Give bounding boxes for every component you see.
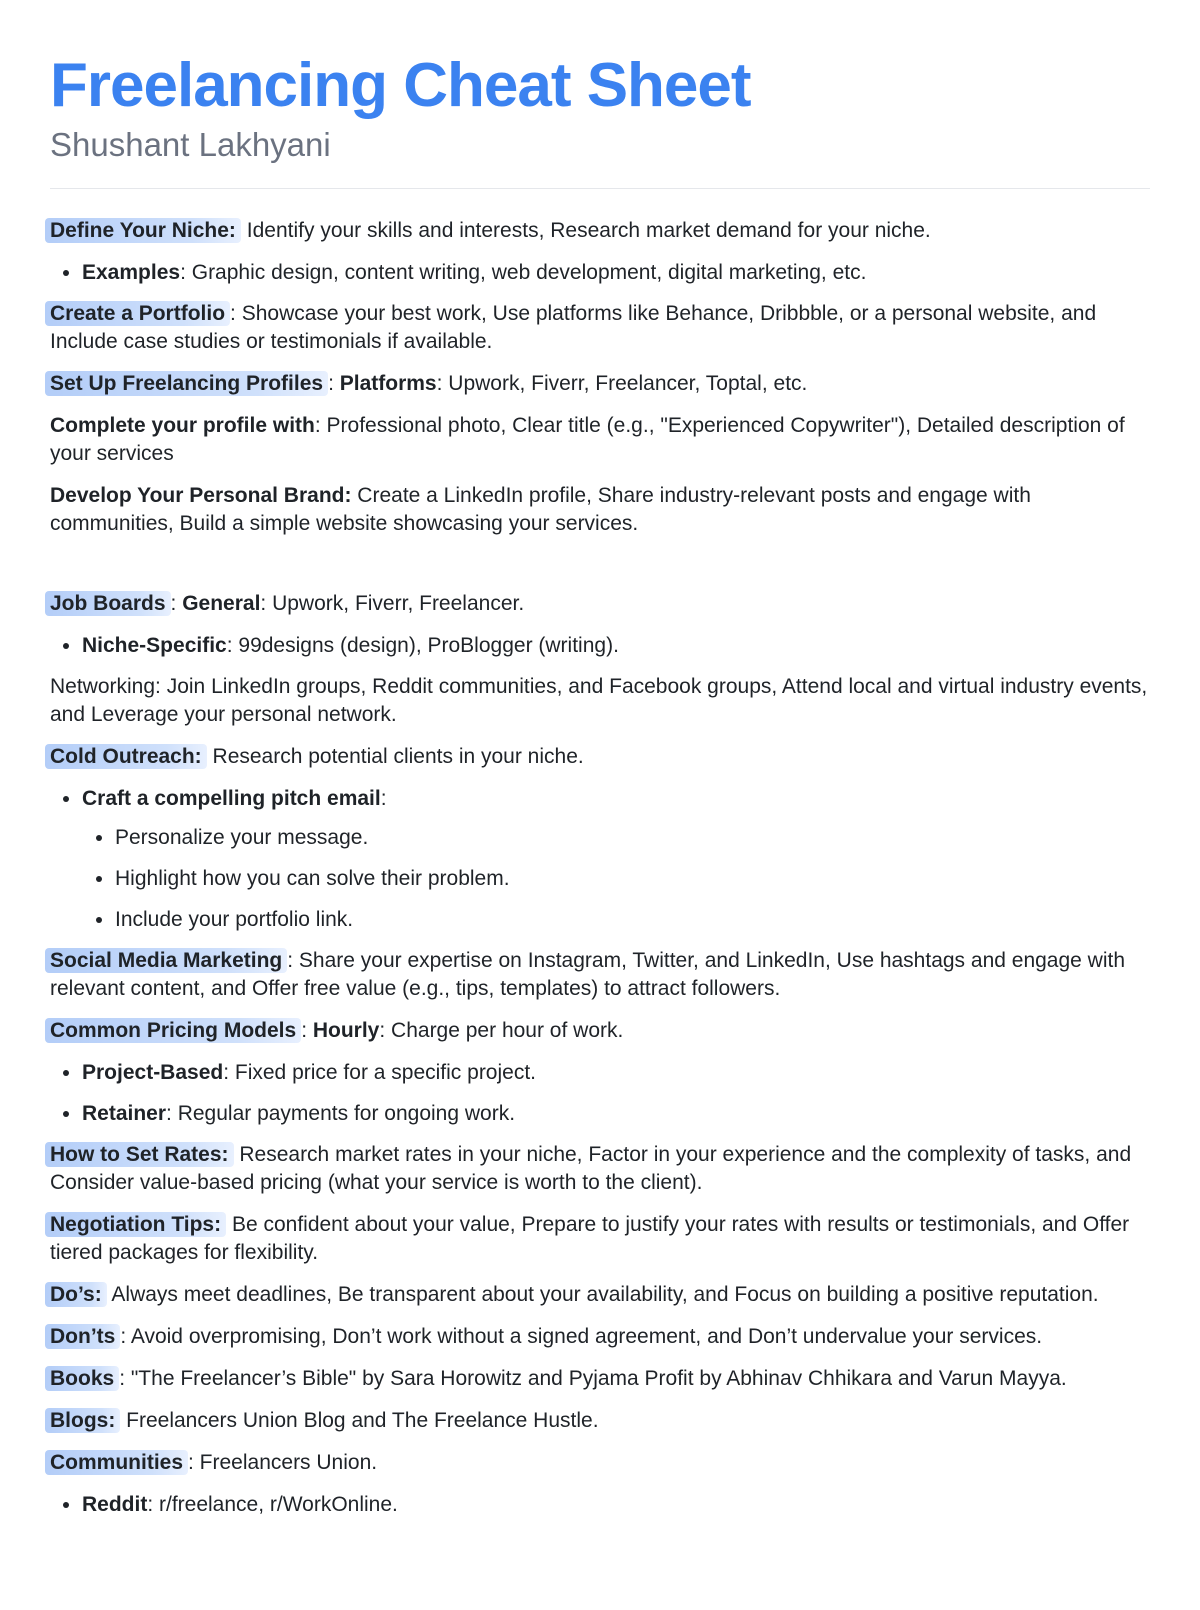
- pitch-label: Craft a compelling pitch email: [82, 787, 381, 810]
- profiles-heading: Set Up Freelancing Profiles: [45, 371, 328, 396]
- books-heading: Books: [45, 1366, 119, 1391]
- rates-heading: How to Set Rates:: [45, 1142, 234, 1167]
- platforms-label: Platforms: [339, 372, 437, 395]
- outreach-heading: Cold Outreach:: [45, 744, 207, 769]
- donts-heading: Don’ts: [45, 1324, 120, 1349]
- list-item: • Highlight how you can solve their problem.: [115, 865, 1150, 893]
- blogs-heading: Blogs:: [45, 1408, 120, 1433]
- dos-paragraph: Do’s: Always meet deadlines, Be transparent about your availability, and Focus on building a positive reputation.: [50, 1281, 1150, 1309]
- section-spacer: [50, 552, 1150, 590]
- hourly-label: Hourly: [312, 1019, 380, 1042]
- examples-label: Examples: [82, 261, 181, 284]
- pricing-list: [50, 1059, 1150, 1128]
- niche-list: [50, 259, 1150, 287]
- project-based-label: Project-Based: [82, 1061, 224, 1084]
- communities-paragraph: Communities : Freelancers Union.: [50, 1449, 1150, 1477]
- books-paragraph: Books : "The Freelancer’s Bible" by Sara Horowitz and Pyjama Profit by Abhinav Chhikara and Varun Mayya.: [50, 1365, 1150, 1393]
- communities-heading: Communities: [45, 1450, 188, 1475]
- communities-list: [50, 1491, 1150, 1519]
- negotiation-paragraph: Negotiation Tips: Be confident about your value, Prepare to justify your rates with results or testimonials, and Offer tiered packages for flexibility.: [50, 1211, 1150, 1267]
- social-paragraph: Social Media Marketing : Share your expertise on Instagram, Twitter, and LinkedIn, Use hashtags and engage with relevant content, and Offer free value (e.g., tips, templates) to attract followers.: [50, 947, 1150, 1003]
- list-item: • Include your portfolio link.: [115, 906, 1150, 934]
- job-boards-paragraph: Job Boards : General: Upwork, Fiverr, Freelancer.: [50, 590, 1150, 618]
- reddit-label: Reddit: [82, 1493, 148, 1516]
- profiles-paragraph: Set Up Freelancing Profiles : Platforms: Upwork, Fiverr, Freelancer, Toptal, etc.: [50, 370, 1150, 398]
- outreach-list: [50, 785, 1150, 934]
- cheat-sheet-content: [50, 217, 1150, 1519]
- pitch-tips-list: [82, 824, 1150, 934]
- list-item: • Project-Based: Fixed price for a specific project.: [82, 1059, 1150, 1087]
- pricing-heading: Common Pricing Models: [45, 1018, 301, 1043]
- complete-profile-paragraph: Complete your profile with: Professional photo, Clear title (e.g., "Experienced Copywriter"), Detailed description of your services: [50, 414, 1125, 465]
- list-item: • Examples: Graphic design, content writing, web development, digital marketing, etc.: [82, 259, 1150, 287]
- header-divider: [50, 188, 1150, 189]
- niche-paragraph: [50, 217, 1150, 245]
- brand-paragraph: Develop Your Personal Brand: Create a LinkedIn profile, Share industry-relevant posts and engage with communities, Build a simple website showcasing your services.: [50, 484, 1031, 535]
- negotiation-heading: Negotiation Tips:: [45, 1212, 226, 1237]
- list-item: • Craft a compelling pitch email: • Personalize your message. • Highlight how you can solve their problem. • Include your portfolio link.: [82, 785, 1150, 934]
- portfolio-heading: Create a Portfolio: [45, 301, 230, 326]
- page-title: Freelancing Cheat Sheet: [50, 51, 751, 120]
- list-item: • Niche-Specific: 99designs (design), ProBlogger (writing).: [82, 632, 1150, 660]
- list-item: • Retainer: Regular payments for ongoing work.: [82, 1100, 1150, 1128]
- job-boards-list: [50, 632, 1150, 660]
- networking-paragraph: Networking: Join LinkedIn groups, Reddit communities, and Facebook groups, Attend local and virtual industry events, and Leverage your personal network.: [50, 675, 1148, 726]
- list-item: • Personalize your message.: [115, 824, 1150, 852]
- donts-paragraph: Don’ts : Avoid overpromising, Don’t work without a signed agreement, and Don’t undervalue your services.: [50, 1323, 1150, 1351]
- blogs-paragraph: Blogs: Freelancers Union Blog and The Freelance Hustle.: [50, 1407, 1150, 1435]
- job-boards-heading: Job Boards: [45, 591, 171, 616]
- niche-heading: Define Your Niche:: [45, 218, 241, 243]
- general-label: General: [182, 592, 261, 615]
- rates-paragraph: How to Set Rates: Research market rates in your niche, Factor in your experience and the complexity of tasks, and Consider value-based pricing (what your service is worth to the client).: [50, 1141, 1150, 1197]
- brand-label: Develop Your Personal Brand:: [50, 484, 352, 507]
- pricing-paragraph: Common Pricing Models : Hourly: Charge per hour of work.: [50, 1017, 1150, 1045]
- niche-specific-label: Niche-Specific: [82, 634, 227, 657]
- retainer-label: Retainer: [82, 1102, 167, 1125]
- dos-heading: Do’s:: [45, 1282, 107, 1307]
- complete-profile-label: Complete your profile with: [50, 414, 315, 437]
- social-heading: Social Media Marketing: [45, 948, 287, 973]
- author-name: Shushant Lakhyani: [50, 126, 331, 163]
- outreach-paragraph: Cold Outreach: Research potential clients in your niche.: [50, 743, 1150, 771]
- niche-text: Identify your skills and interests, Research market demand for your niche.: [240, 219, 931, 242]
- list-item: • Reddit: r/freelance, r/WorkOnline.: [82, 1491, 1150, 1519]
- portfolio-paragraph: Create a Portfolio : Showcase your best work, Use platforms like Behance, Dribbble, or a personal website, and Include case studies or testimonials if available.: [50, 300, 1150, 356]
